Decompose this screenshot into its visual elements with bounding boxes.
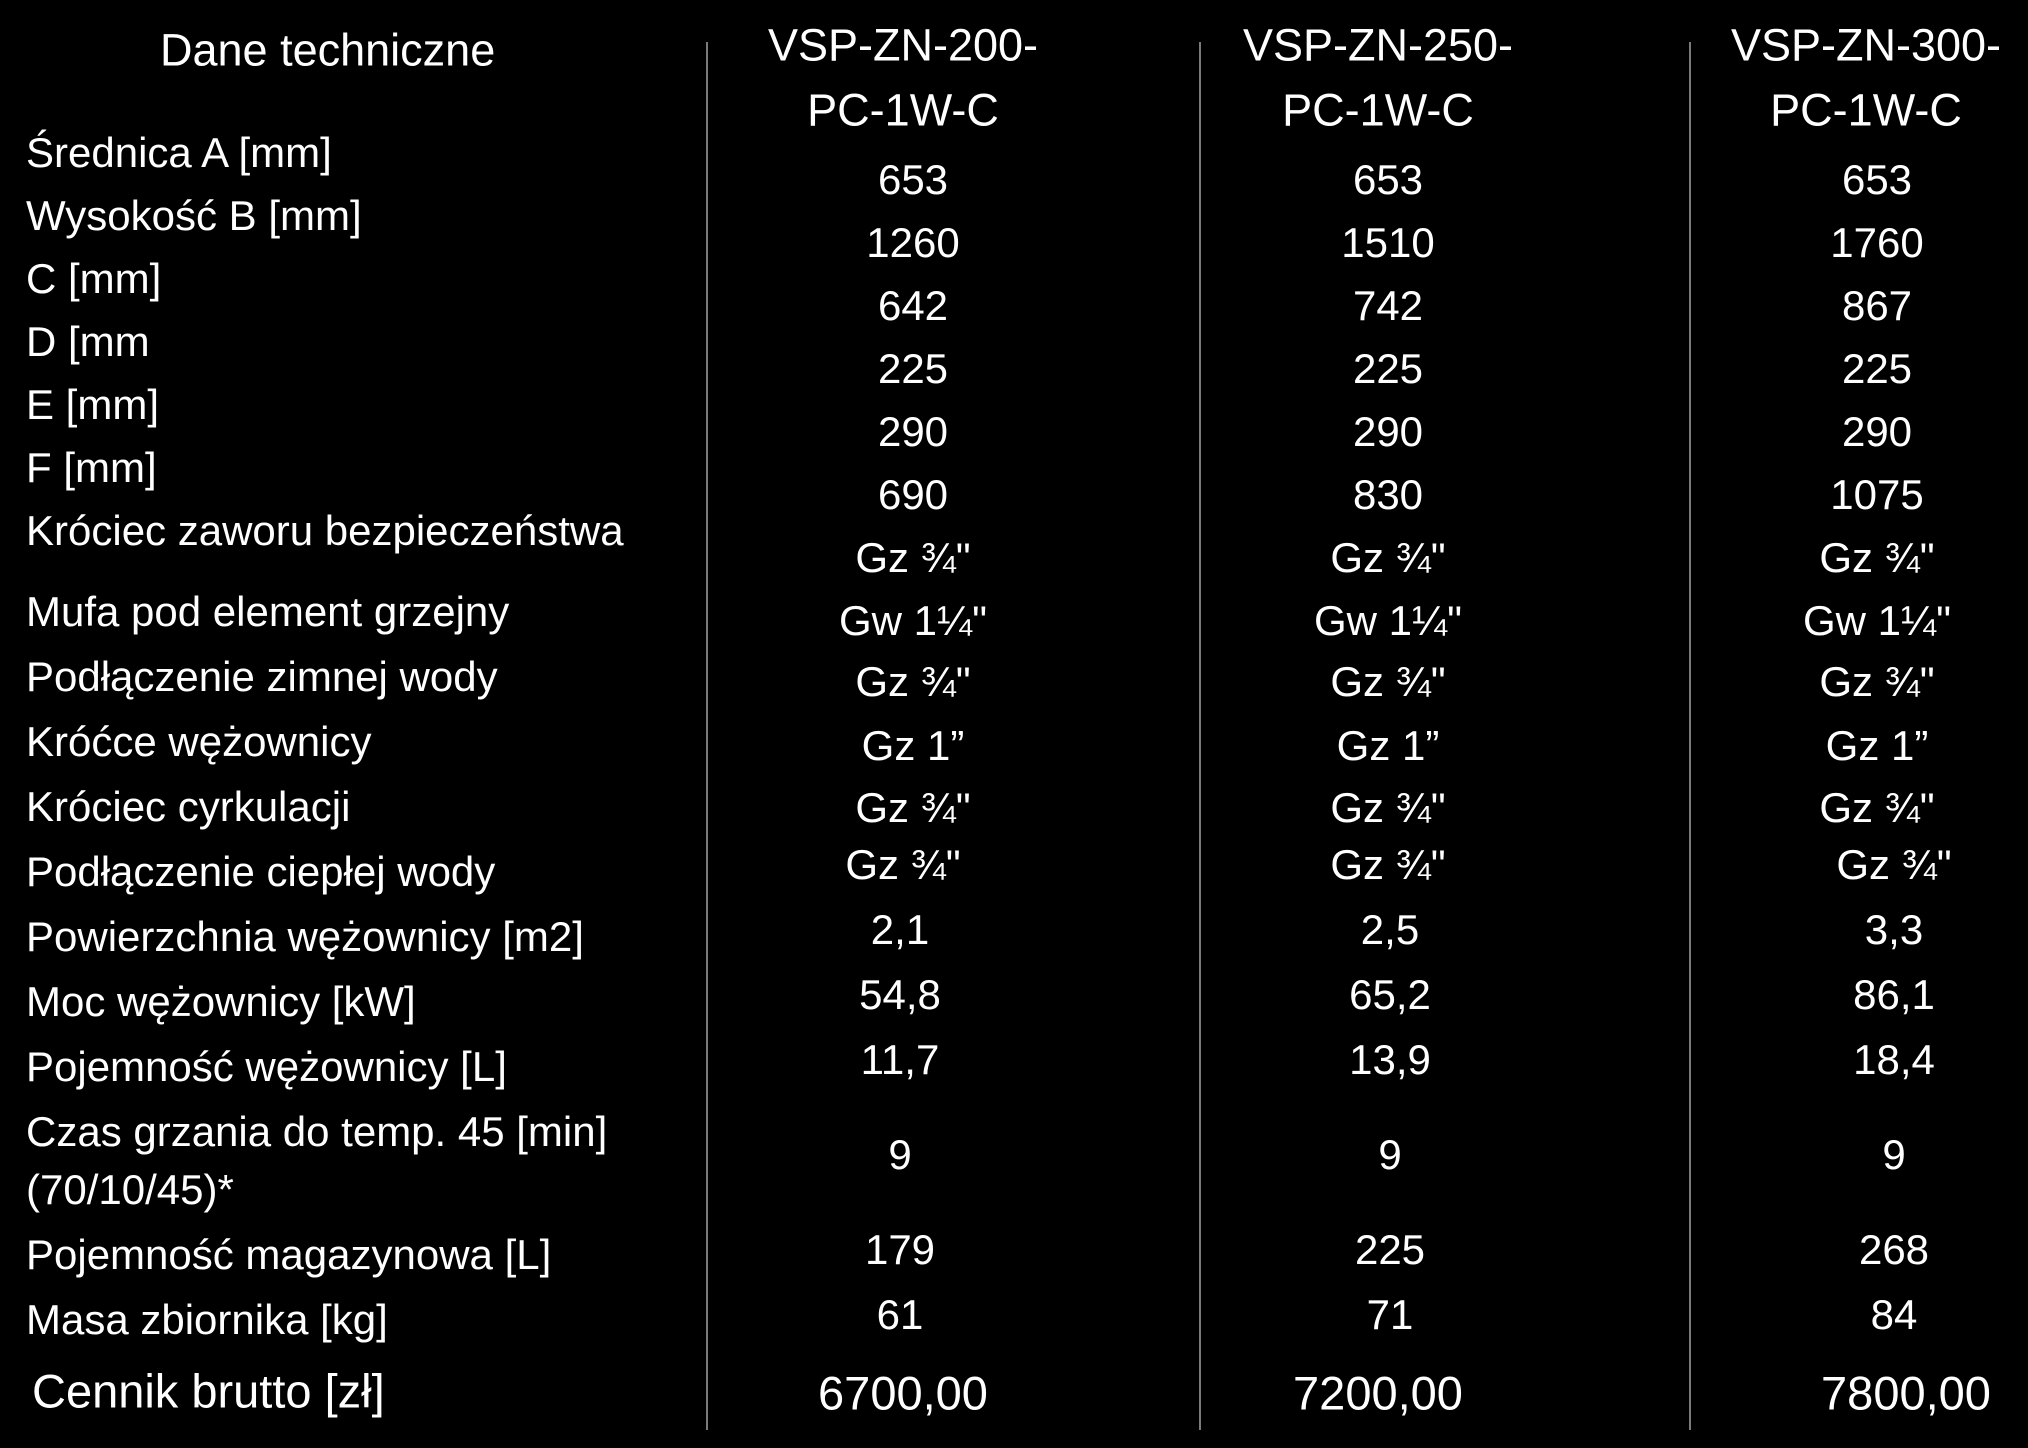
value-cell: 1260 bbox=[866, 219, 960, 266]
value-cell: Gz ¾" bbox=[1330, 534, 1446, 581]
model-header-line2: PC-1W-C bbox=[1770, 84, 1962, 136]
value-cell: 290 bbox=[1352, 408, 1424, 455]
row-label: Podłączenie zimnej wody bbox=[26, 653, 498, 700]
row-label: Pojemność magazynowa [L] bbox=[26, 1231, 552, 1278]
value-cell: Gz ¾" bbox=[1330, 658, 1446, 705]
value-cell: 1510 bbox=[1341, 219, 1435, 266]
value-cell: 86,1 bbox=[1853, 971, 1935, 1018]
row-label: Masa zbiornika [kg] bbox=[26, 1296, 388, 1343]
value-cell: 830 bbox=[1352, 471, 1424, 518]
value-cell: Gz ¾" bbox=[855, 658, 971, 705]
row-label: C [mm] bbox=[26, 255, 162, 302]
value-cell: 84 bbox=[1870, 1291, 1918, 1338]
value-cell: 225 bbox=[877, 345, 949, 392]
row-label: Mufa pod element grzejny bbox=[26, 588, 510, 635]
value-cell: Gw 1¼" bbox=[839, 597, 987, 644]
value-cell: Gw 1¼" bbox=[1314, 597, 1462, 644]
value-cell: Gz ¾" bbox=[1819, 784, 1935, 831]
table-header-label: Dane techniczne bbox=[160, 24, 496, 76]
row-label: F [mm] bbox=[26, 444, 157, 491]
price-cell: 7200,00 bbox=[1293, 1366, 1463, 1420]
value-cell: 225 bbox=[1354, 1226, 1426, 1273]
value-cell: 2,1 bbox=[870, 906, 930, 953]
row-label: Czas grzania do temp. 45 [min] bbox=[26, 1108, 608, 1155]
value-cell: 290 bbox=[1841, 408, 1913, 455]
row-label: Króciec cyrkulacji bbox=[26, 783, 351, 830]
value-cell: 65,2 bbox=[1349, 971, 1431, 1018]
value-cell: 9 bbox=[888, 1131, 912, 1178]
value-cell: Gz ¾" bbox=[1836, 841, 1952, 888]
row-label: Króciec zaworu bezpieczeństwa bbox=[26, 507, 624, 554]
value-cell: 653 bbox=[1841, 156, 1913, 203]
value-cell: 71 bbox=[1366, 1291, 1414, 1338]
value-cell: 642 bbox=[877, 282, 949, 329]
value-cell: 225 bbox=[1841, 345, 1913, 392]
value-cell: 690 bbox=[877, 471, 949, 518]
value-cell: 1760 bbox=[1830, 219, 1924, 266]
value-cell: Gz ¾" bbox=[855, 534, 971, 581]
model-header-line2: PC-1W-C bbox=[807, 84, 999, 136]
value-cell: 742 bbox=[1352, 282, 1424, 329]
value-cell: 11,7 bbox=[860, 1036, 940, 1083]
row-label: Podłączenie ciepłej wody bbox=[26, 848, 496, 895]
value-cell: Gz ¾" bbox=[855, 784, 971, 831]
price-cell: 7800,00 bbox=[1821, 1366, 1991, 1420]
model-header-line1: VSP-ZN-200- bbox=[767, 19, 1039, 71]
row-label: Średnica A [mm] bbox=[26, 129, 332, 176]
model-header-line2: PC-1W-C bbox=[1282, 84, 1474, 136]
value-cell: Gz ¾" bbox=[1819, 534, 1935, 581]
column-divider bbox=[1689, 42, 1691, 1430]
value-cell: 9 bbox=[1378, 1131, 1402, 1178]
value-cell: 54,8 bbox=[859, 971, 941, 1018]
value-cell: Gz 1” bbox=[861, 722, 965, 769]
row-label: Moc wężownicy [kW] bbox=[26, 978, 416, 1025]
row-label: Króćce wężownicy bbox=[26, 718, 372, 765]
value-cell: Gw 1¼" bbox=[1803, 597, 1951, 644]
value-cell: Gz 1” bbox=[1336, 722, 1440, 769]
value-cell: 225 bbox=[1352, 345, 1424, 392]
value-cell: 2,5 bbox=[1360, 906, 1420, 953]
price-row-label: Cennik brutto [zł] bbox=[32, 1364, 385, 1418]
value-cell: 18,4 bbox=[1853, 1036, 1935, 1083]
value-cell: Gz ¾" bbox=[1330, 784, 1446, 831]
value-cell: Gz ¾" bbox=[1819, 658, 1935, 705]
value-cell: Gz ¾" bbox=[845, 841, 961, 888]
value-cell: 61 bbox=[876, 1291, 924, 1338]
value-cell: 268 bbox=[1858, 1226, 1930, 1273]
value-cell: 13,9 bbox=[1349, 1036, 1431, 1083]
value-cell: Gz 1” bbox=[1825, 722, 1929, 769]
price-cell: 6700,00 bbox=[818, 1366, 988, 1420]
row-label: (70/10/45)* bbox=[26, 1166, 234, 1213]
model-header-line1: VSP-ZN-250- bbox=[1242, 19, 1514, 71]
model-header-line1: VSP-ZN-300- bbox=[1730, 19, 2002, 71]
value-cell: 653 bbox=[877, 156, 949, 203]
row-label: Pojemność wężownicy [L] bbox=[26, 1043, 507, 1090]
value-cell: 179 bbox=[864, 1226, 936, 1273]
value-cell: 653 bbox=[1352, 156, 1424, 203]
row-label: Powierzchnia wężownicy [m2] bbox=[26, 913, 584, 960]
value-cell: Gz ¾" bbox=[1330, 841, 1446, 888]
row-label: Wysokość B [mm] bbox=[26, 192, 362, 239]
column-divider bbox=[1199, 42, 1201, 1430]
row-label: E [mm] bbox=[26, 381, 159, 428]
value-cell: 3,3 bbox=[1864, 906, 1924, 953]
value-cell: 290 bbox=[877, 408, 949, 455]
value-cell: 1075 bbox=[1830, 471, 1924, 518]
value-cell: 867 bbox=[1841, 282, 1913, 329]
column-divider bbox=[706, 42, 708, 1430]
value-cell: 9 bbox=[1882, 1131, 1906, 1178]
row-label: D [mm bbox=[26, 318, 150, 365]
